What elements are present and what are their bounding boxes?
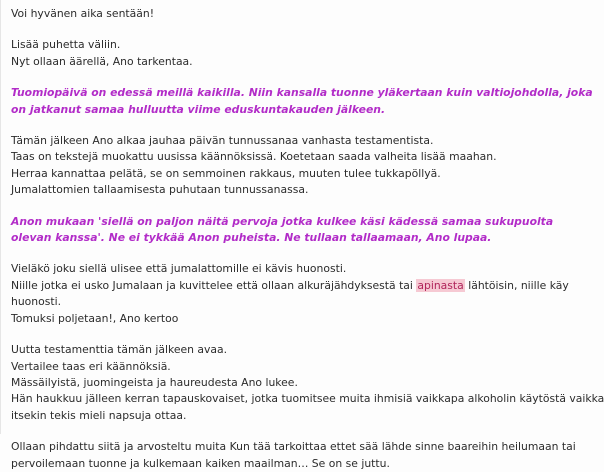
quote-line: on jatkanut samaa hulluutta viime eduskuntakauden jälkeen. xyxy=(11,102,386,116)
text-line: itsekin tekis mieli napsuja ottaa. xyxy=(11,408,187,422)
text-line: Vieläkö joku siellä ulisee että jumalattomille ei kävis huonosti. xyxy=(11,262,347,276)
text-line: Jumalattomien tallaamisesta puhutaan tunnussanassa. xyxy=(11,183,309,197)
quote-line: Anon mukaan 'siellä on paljon näitä pervoja jotka kulkee käsi kädessä samaa sukupuolta xyxy=(11,214,554,228)
paragraph-2 xyxy=(11,37,492,70)
paragraph-4 xyxy=(11,261,569,327)
text-line: Ollaan pihdattu siitä ja arvosteltu muita Kun tää tarkoittaa ettet sää lähde sinne baareihin heilumaan tai xyxy=(11,440,576,454)
text-line: Tomuksi poljetaan!, Ano kertoo xyxy=(11,311,179,325)
text-segment: lähtöisin, niille käy xyxy=(464,278,569,292)
text-line: Taas on tekstejä muokattu uusissa käännöksissä. Koetetaan saada valheita lisää maahan. xyxy=(11,150,497,164)
paragraph-1 xyxy=(11,6,492,22)
highlighted-quote-2 xyxy=(11,214,554,247)
quote-line: Tuomiopäivä on edessä meillä kaikilla. Niin kansalla tuonne yläkertaan kuin valtiojohdolla, joka xyxy=(11,86,593,100)
text-line: Voi hyvänen aika sentään! xyxy=(11,7,155,20)
paragraph-5 xyxy=(11,342,604,424)
text-line: Vertailee taas eri käännöksiä. xyxy=(11,359,171,373)
text-line: Mässäilyistä, juomingeista ja haureudesta Ano lukee. xyxy=(11,375,298,389)
text-line-with-highlight xyxy=(11,278,569,294)
text-line: Uutta testamenttia tämän jälkeen avaa. xyxy=(11,343,228,357)
quote-line: olevan kanssa'. Ne ei tykkää Anon puheista. Ne tullaan tallaamaan, Ano lupaa. xyxy=(11,231,492,245)
text-line: pervoilemaan tuonne ja kulkemaan kaiken maailman… Se on se juttu. xyxy=(11,456,390,470)
text-line: Herraa kannattaa pelätä, se on semmoinen rakkaus, muuten tulee tukkapöllyä. xyxy=(11,166,441,180)
text-segment: Niille jotka ei usko Jumalaan ja kuvittelee että ollaan alkuräjähdyksestä tai xyxy=(11,278,417,292)
text-line: huonosti. xyxy=(11,295,62,309)
text-line: Hän haukkuu jälleen kerran tapauskovaiset, jotka tuomitsee muita ihmisiä vaikkapa alkoholin käytöstä vaikka xyxy=(11,392,604,406)
search-highlight: apinasta xyxy=(417,278,464,292)
paragraph-6 xyxy=(11,439,576,472)
paragraph-3 xyxy=(11,133,497,199)
text-line: Lisää puhetta väliin. xyxy=(11,38,121,52)
highlighted-quote-1 xyxy=(11,85,593,118)
text-line: Tämän jälkeen Ano alkaa jauhaa päivän tunnussanaa vanhasta testamentista. xyxy=(11,134,434,148)
text-line: Nyt ollaan äärellä, Ano tarkentaa. xyxy=(11,54,193,68)
